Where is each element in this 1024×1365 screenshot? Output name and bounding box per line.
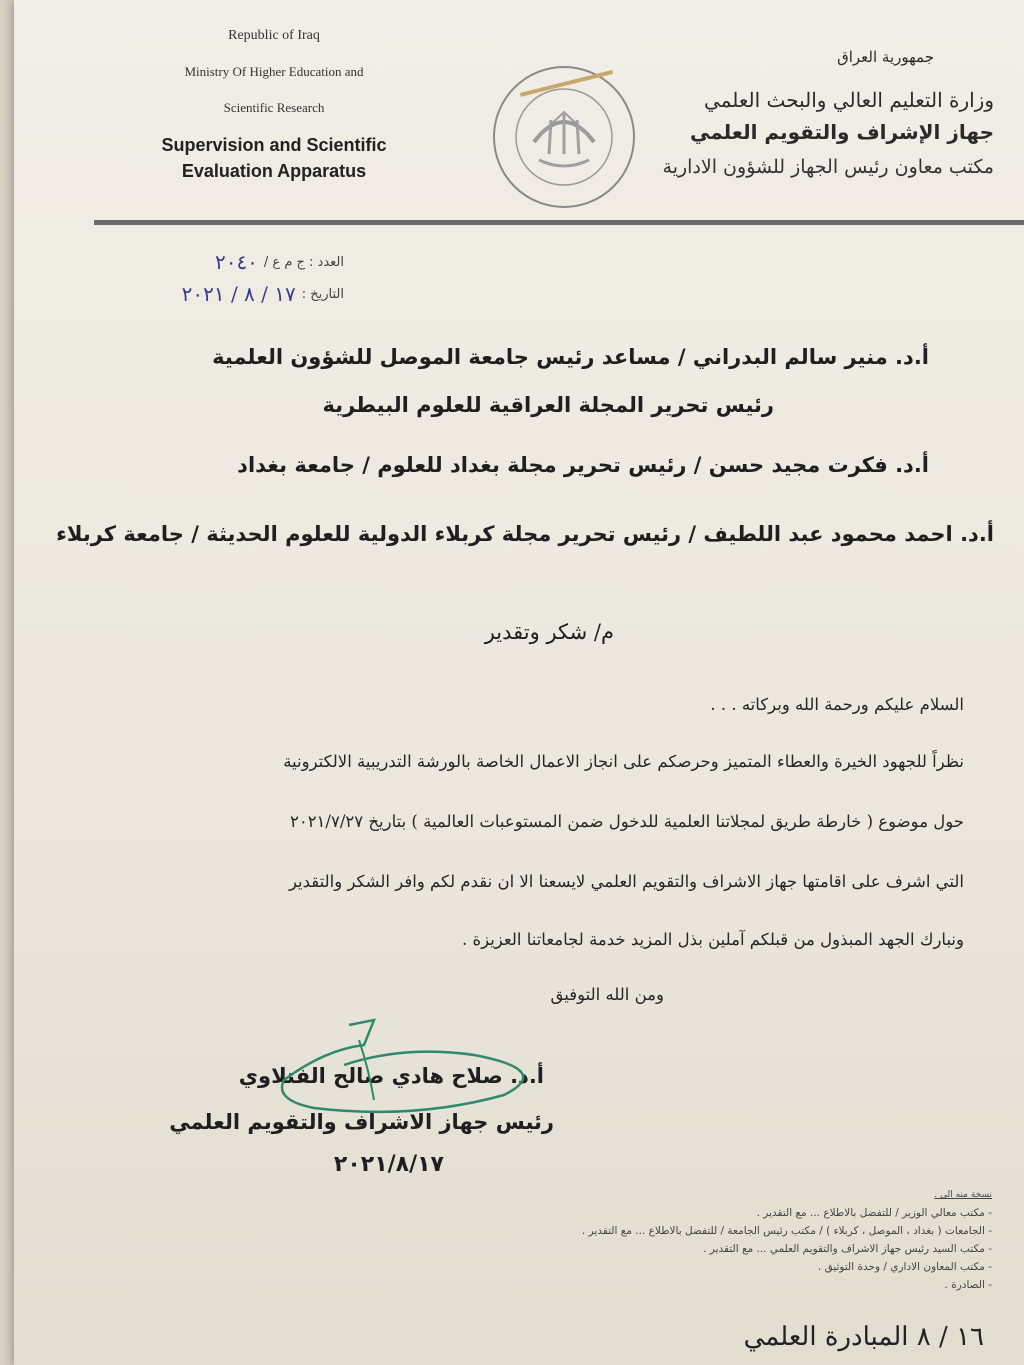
body-line-4: ونبارك الجهد المبذول من قبلكم آملين بذل المزيد خدمة لجامعاتنا العزيزة .: [461, 930, 964, 949]
body-line-3: التي اشرف على اقامتها جهاز الاشراف والتقويم العلمي لايسعنا الا ان نقدم لكم وافر الشكر والتقدير: [288, 872, 964, 891]
signatory-name-text: أ.د. صلاح هادي صالح الفتلاوي: [238, 1064, 544, 1088]
header-arabic: [634, 48, 994, 178]
body-line-2: حول موضوع ( خارطة طريق لمجلاتنا العلمية للدخول ضمن المستوعبات العالمية ) بتاريخ ٢٠٢١/٧/٢٧: [289, 812, 964, 831]
recipient-2: أ.د. فكرت مجيد حسن / رئيس تحرير مجلة بغداد للعلوم / جامعة بغداد: [237, 453, 929, 477]
recipient-1-line2: رئيس تحرير المجلة العراقية للعلوم البيطرية: [322, 393, 774, 417]
country-ar: جمهورية العراق: [837, 48, 934, 66]
body-line-1: نظراً للجهود الخيرة والعطاء المتميز وحرصكم على انجاز الاعمال الخاصة بالورشة التدريبية الالكترونية: [283, 752, 964, 771]
signatory-title: [169, 1110, 554, 1134]
greeting: السلام عليكم ورحمة الله وبركاته . . .: [710, 695, 964, 714]
signatory-title-text: رئيس جهاز الاشراف والتقويم العلمي: [169, 1110, 554, 1134]
copy-item: - الصادرة .: [944, 1279, 992, 1291]
signature-date-text: ٢٠٢١/٨/١٧: [333, 1152, 444, 1177]
number-label: العدد : ج م ع /: [263, 254, 344, 270]
closing: ومن الله التوفيق: [550, 985, 664, 1004]
subject-line: م/ شكر وتقدير: [484, 620, 614, 644]
copy-item: - مكتب معالي الوزير / للتفضل بالاطلاع ... مع التقدير .: [756, 1207, 992, 1219]
copies-title: نسخة منه الى .: [934, 1190, 992, 1200]
dept-ar: جهاز الإشراف والتقويم العلمي: [689, 120, 994, 144]
ministry-seal-logo: [489, 62, 639, 212]
reference-block: [124, 246, 344, 310]
dept-en-line2: Evaluation Apparatus: [181, 161, 367, 181]
copy-item: - الجامعات ( بغداد ، الموصل ، كربلاء ) / مكتب رئيس الجامعة / للتفضل بالاطلاع ... مع التقدير .: [581, 1225, 992, 1237]
date-value: ١٧ / ٨ / ٢٠٢١: [181, 282, 296, 306]
copy-item: - مكتب المعاون الاداري / وحدة التوثيق .: [817, 1261, 992, 1273]
recipient-1-line1: أ.د. منير سالم البدراني / مساعد رئيس جامعة الموصل للشؤون العلمية: [212, 345, 929, 369]
ministry-ar: وزارة التعليم العالي والبحث العلمي: [704, 88, 994, 112]
handwritten-footer-note: ١٦ / ٨ المبادرة العلمي: [743, 1322, 984, 1352]
signatory-name: [239, 1064, 544, 1088]
copies-list: [392, 1186, 992, 1294]
date-label: التاريخ :: [301, 286, 344, 302]
ministry-en-line1: Ministry Of Higher Education and: [184, 64, 364, 79]
header-english: [134, 28, 414, 184]
signature-date: [334, 1152, 444, 1177]
dept-en-line1: Supervision and Scientific: [161, 135, 387, 155]
number-value: ٢٠٤٠: [214, 250, 258, 274]
copy-item: - مكتب السيد رئيس جهاز الاشراف والتقويم العلمي ... مع التقدير .: [703, 1243, 992, 1255]
office-ar: مكتب معاون رئيس الجهاز للشؤون الادارية: [662, 156, 994, 178]
document-page: [14, 0, 1024, 1365]
header-divider: [94, 220, 1024, 225]
recipient-3: أ.د. احمد محمود عبد اللطيف / رئيس تحرير مجلة كربلاء الدولية للعلوم الحديثة / جامعة كربلاء: [56, 522, 994, 546]
country-en: Republic of Iraq: [228, 28, 320, 43]
ministry-en-line2: Scientific Research: [223, 100, 325, 115]
